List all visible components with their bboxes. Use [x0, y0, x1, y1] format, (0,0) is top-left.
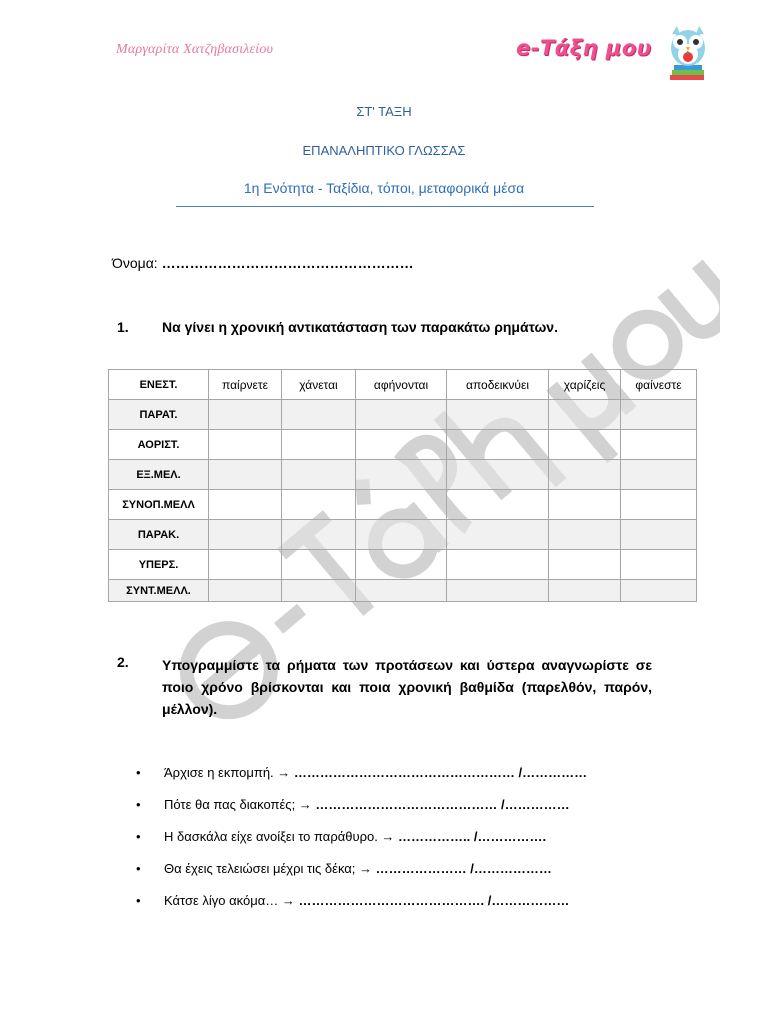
sentence-text: Άρχισε η εκπομπή. → [164, 765, 291, 780]
answer-cell[interactable] [621, 520, 697, 550]
tense-label: ΣΥΝΤ.ΜΕΛΛ. [109, 580, 209, 602]
answer-cell[interactable] [447, 520, 549, 550]
answer-cell[interactable] [621, 550, 697, 580]
worksheet-title: ΕΠΑΝΑΛΗΠΤΙΚΟ ΓΛΩΣΣΑΣ [302, 143, 466, 158]
answer-cell[interactable] [549, 400, 621, 430]
bullet-icon: • [136, 829, 141, 844]
answer-cell[interactable] [209, 430, 282, 460]
tense-label: ΑΟΡΙΣΤ. [109, 430, 209, 460]
answer-cell[interactable] [282, 550, 356, 580]
answer-cell[interactable] [621, 400, 697, 430]
answer-cell[interactable] [549, 580, 621, 602]
answer-cell[interactable] [209, 460, 282, 490]
name-dots: ……………………………………………… [161, 255, 414, 271]
table-row [109, 460, 697, 490]
answer-cell[interactable] [621, 490, 697, 520]
tense-label: ΣΥΝΟΠ.ΜΕΛΛ [109, 490, 209, 520]
question-2-text: Υπογραμμίστε τα ρήματα των προτάσεων και ύστερα αναγνωρίστε σε ποιο χρόνο βρίσκονται και ποια χρονική βαθμίδα (παρελθόν, παρόν, μέλλον). [162, 657, 652, 717]
verb-header: φαίνεστε [621, 370, 697, 400]
table-header-row [109, 370, 697, 400]
answer-cell[interactable] [356, 520, 447, 550]
tense-label: ΠΑΡΑΤ. [109, 400, 209, 430]
name-label: Όνομα: [112, 255, 158, 271]
answer-cell[interactable] [447, 460, 549, 490]
answer-cell[interactable] [209, 520, 282, 550]
brand-logo-text: e-Τάξη μου [516, 36, 652, 60]
sentence-line[interactable] [164, 762, 587, 784]
answer-dots: ………………… /……………… [375, 861, 552, 876]
table-corner-header: ΕΝΕΣΤ. [109, 370, 209, 400]
answer-cell[interactable] [621, 430, 697, 460]
answer-cell[interactable] [282, 460, 356, 490]
answer-cell[interactable] [549, 460, 621, 490]
answer-cell[interactable] [282, 520, 356, 550]
name-field[interactable] [112, 255, 414, 271]
table-row [109, 580, 697, 602]
verb-header: χάνεται [282, 370, 356, 400]
answer-cell[interactable] [356, 460, 447, 490]
answer-cell[interactable] [447, 430, 549, 460]
bullet-icon: • [136, 765, 141, 780]
question-2-number: 2. [117, 654, 129, 670]
answer-cell[interactable] [447, 490, 549, 520]
sentence-text: Η δασκάλα είχε ανοίξει το παράθυρο. → [164, 829, 395, 844]
sentence-text: Θα έχεις τελειώσει μέχρι τις δέκα; → [164, 861, 373, 876]
answer-cell[interactable] [282, 430, 356, 460]
answer-cell[interactable] [356, 550, 447, 580]
answer-cell[interactable] [356, 490, 447, 520]
bullet-icon: • [136, 861, 141, 876]
verb-header: αφήνονται [356, 370, 447, 400]
answer-cell[interactable] [621, 580, 697, 602]
verb-header: παίρνετε [209, 370, 282, 400]
table-row [109, 400, 697, 430]
sentence-line[interactable] [164, 890, 569, 912]
table-row [109, 520, 697, 550]
verb-header: αποδεικνύει [447, 370, 549, 400]
answer-cell[interactable] [621, 460, 697, 490]
verb-conjugation-table [108, 369, 697, 602]
answer-dots: …………………………………………… /…………… [293, 765, 588, 780]
table-row [109, 550, 697, 580]
answer-cell[interactable] [209, 490, 282, 520]
table-row [109, 430, 697, 460]
answer-cell[interactable] [356, 430, 447, 460]
answer-cell[interactable] [209, 580, 282, 602]
answer-cell[interactable] [282, 580, 356, 602]
sentence-line[interactable] [164, 858, 552, 880]
answer-dots: ……………………………………. /……………… [298, 893, 570, 908]
verb-header: χαρίζεις [549, 370, 621, 400]
tense-label: ΥΠΕΡΣ. [109, 550, 209, 580]
author-name: Μαργαρίτα Χατζηβασιλείου [116, 42, 274, 57]
answer-cell[interactable] [549, 550, 621, 580]
answer-cell[interactable] [549, 520, 621, 550]
class-heading: ΣΤ' ΤΑΞΗ [356, 104, 412, 119]
answer-dots: …………….. /……………. [398, 829, 547, 844]
answer-dots: …………………………………… /…………… [315, 797, 570, 812]
sentence-text: Κάτσε λίγο ακόμα… → [164, 893, 295, 908]
answer-cell[interactable] [209, 400, 282, 430]
tense-label: ΕΞ.ΜΕΛ. [109, 460, 209, 490]
answer-cell[interactable] [447, 400, 549, 430]
unit-subtitle: 1η Ενότητα - Ταξίδια, τόποι, μεταφορικά μέσα [243, 180, 525, 196]
answer-cell[interactable] [282, 400, 356, 430]
answer-cell[interactable] [356, 580, 447, 602]
sentence-text: Πότε θα πας διακοπές; → [164, 797, 312, 812]
answer-cell[interactable] [549, 430, 621, 460]
sentence-line[interactable] [164, 826, 546, 848]
tense-label: ΠΑΡΑΚ. [109, 520, 209, 550]
owl-logo-icon [664, 22, 712, 84]
question-1-number: 1. [117, 319, 129, 335]
answer-cell[interactable] [447, 550, 549, 580]
answer-cell[interactable] [549, 490, 621, 520]
answer-cell[interactable] [209, 550, 282, 580]
header-divider [176, 206, 594, 207]
table-row [109, 490, 697, 520]
question-1-text: Να γίνει η χρονική αντικατάσταση των παρακάτω ρημάτων. [162, 319, 558, 335]
bullet-icon: • [136, 893, 141, 908]
answer-cell[interactable] [282, 490, 356, 520]
bullet-icon: • [136, 797, 141, 812]
sentence-line[interactable] [164, 794, 570, 816]
answer-cell[interactable] [356, 400, 447, 430]
answer-cell[interactable] [447, 580, 549, 602]
